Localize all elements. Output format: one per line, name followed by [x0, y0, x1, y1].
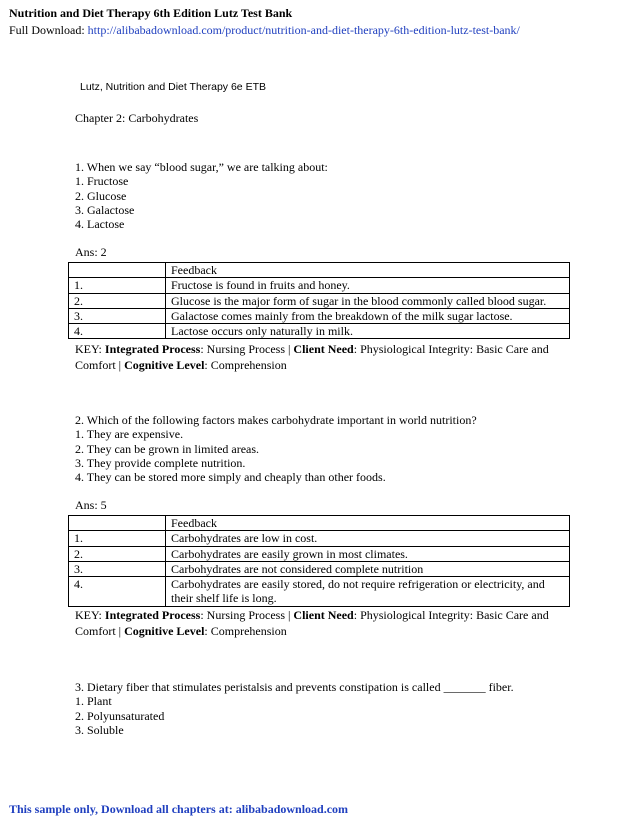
client-need-value: Physiological Integrity: Basic Care and Comfort: [75, 608, 549, 638]
integrated-process-value: Nursing Process: [206, 608, 285, 622]
client-need-label: Client Need: [293, 608, 354, 622]
feedback-number: 3.: [69, 308, 166, 323]
option: 1. Fructose: [75, 174, 129, 189]
feedback-header: Feedback: [166, 516, 570, 531]
option: 3. Soluble: [75, 722, 124, 737]
table-row: [69, 546, 570, 561]
question-2: [75, 413, 570, 513]
download-line: [9, 23, 520, 38]
answer: Ans: 2: [75, 245, 107, 260]
option: 2. Glucose: [75, 188, 127, 203]
chapter-title: Chapter 2: Carbohydrates: [75, 111, 199, 125]
option: 2. Polyunsaturated: [75, 708, 165, 723]
feedback-number: 1.: [69, 278, 166, 293]
option: 1. Plant: [75, 694, 112, 709]
feedback-header: Feedback: [166, 263, 570, 278]
question-stem: 2. Which of the following factors makes carbohydrate important in world nutrition?: [75, 413, 477, 427]
feedback-text: Glucose is the major form of sugar in the blood commonly called blood sugar.: [166, 293, 570, 308]
option: 1. They are expensive.: [75, 427, 184, 442]
cognitive-level-label: Cognitive Level: [124, 624, 205, 638]
option: 3. They provide complete nutrition.: [75, 455, 246, 470]
key-line-2: KEY: Integrated Process: Nursing Process | Client Need: Physiological Integrity: Basic Care and Comfort | Cognitive Level: Comprehension: [75, 608, 549, 638]
key-label: KEY:: [75, 608, 102, 622]
question-1: [75, 160, 570, 260]
download-label: Full Download:: [9, 23, 85, 37]
feedback-number: 1.: [69, 531, 166, 546]
question-stem: 1. When we say “blood sugar,” we are talking about:: [75, 160, 328, 174]
table-row: [69, 577, 570, 607]
key-label: KEY:: [75, 342, 102, 356]
key-line-1: KEY: Integrated Process: Nursing Process | Client Need: Physiological Integrity: Basic Care and Comfort | Cognitive Level: Comprehension: [75, 342, 549, 372]
feedback-number: 4.: [69, 577, 166, 607]
integrated-process-label: Integrated Process: [104, 342, 201, 356]
option: 2. They can be grown in limited areas.: [75, 441, 260, 456]
feedback-number: 4.: [69, 324, 166, 339]
feedback-text: Carbohydrates are not considered complete nutrition: [166, 561, 570, 576]
feedback-number: 2.: [69, 293, 166, 308]
option: 4. They can be stored more simply and cheaply than other foods.: [75, 470, 386, 485]
feedback-table-1: [68, 262, 570, 339]
document-header: Lutz, Nutrition and Diet Therapy 6e ETB: [80, 81, 266, 93]
integrated-process-value: Nursing Process: [206, 342, 285, 356]
table-row: [69, 293, 570, 308]
table-row: [69, 561, 570, 576]
download-link[interactable]: http://alibabadownload.com/product/nutrition-and-diet-therapy-6th-edition-lutz-test-bank/: [87, 23, 520, 37]
table-row: [69, 278, 570, 293]
table-row: [69, 324, 570, 339]
feedback-number: 3.: [69, 561, 166, 576]
feedback-text: Galactose comes mainly from the breakdown of the milk sugar lactose.: [166, 308, 570, 323]
footer-notice: This sample only, Download all chapters at: alibabadownload.com: [9, 802, 349, 816]
integrated-process-label: Integrated Process: [104, 608, 201, 622]
cognitive-level-label: Cognitive Level: [124, 358, 205, 372]
table-row: [69, 531, 570, 546]
feedback-text: Carbohydrates are easily stored, do not require refrigeration or electricity, and their shelf life is long.: [166, 577, 570, 607]
table-row: [69, 308, 570, 323]
cognitive-level-value: Comprehension: [210, 358, 287, 372]
cognitive-level-value: Comprehension: [210, 624, 287, 638]
feedback-text: Carbohydrates are easily grown in most climates.: [166, 546, 570, 561]
table-cell: [69, 263, 166, 278]
table-row: [69, 516, 570, 531]
client-need-label: Client Need: [293, 342, 354, 356]
answer: Ans: 5: [75, 498, 107, 513]
table-cell: [69, 516, 166, 531]
feedback-text: Carbohydrates are low in cost.: [166, 531, 570, 546]
client-need-value: Physiological Integrity: Basic Care and Comfort: [75, 342, 549, 372]
feedback-text: Lactose occurs only naturally in milk.: [166, 324, 570, 339]
banner-title: Nutrition and Diet Therapy 6th Edition Lutz Test Bank: [9, 6, 293, 20]
feedback-text: Fructose is found in fruits and honey.: [166, 278, 570, 293]
table-row: [69, 263, 570, 278]
feedback-table-2: [68, 515, 570, 607]
option: 4. Lactose: [75, 217, 125, 232]
feedback-number: 2.: [69, 546, 166, 561]
option: 3. Galactose: [75, 202, 135, 217]
question-3: [75, 680, 570, 737]
question-stem: 3. Dietary fiber that stimulates peristalsis and prevents constipation is called _______ fiber.: [75, 680, 514, 694]
